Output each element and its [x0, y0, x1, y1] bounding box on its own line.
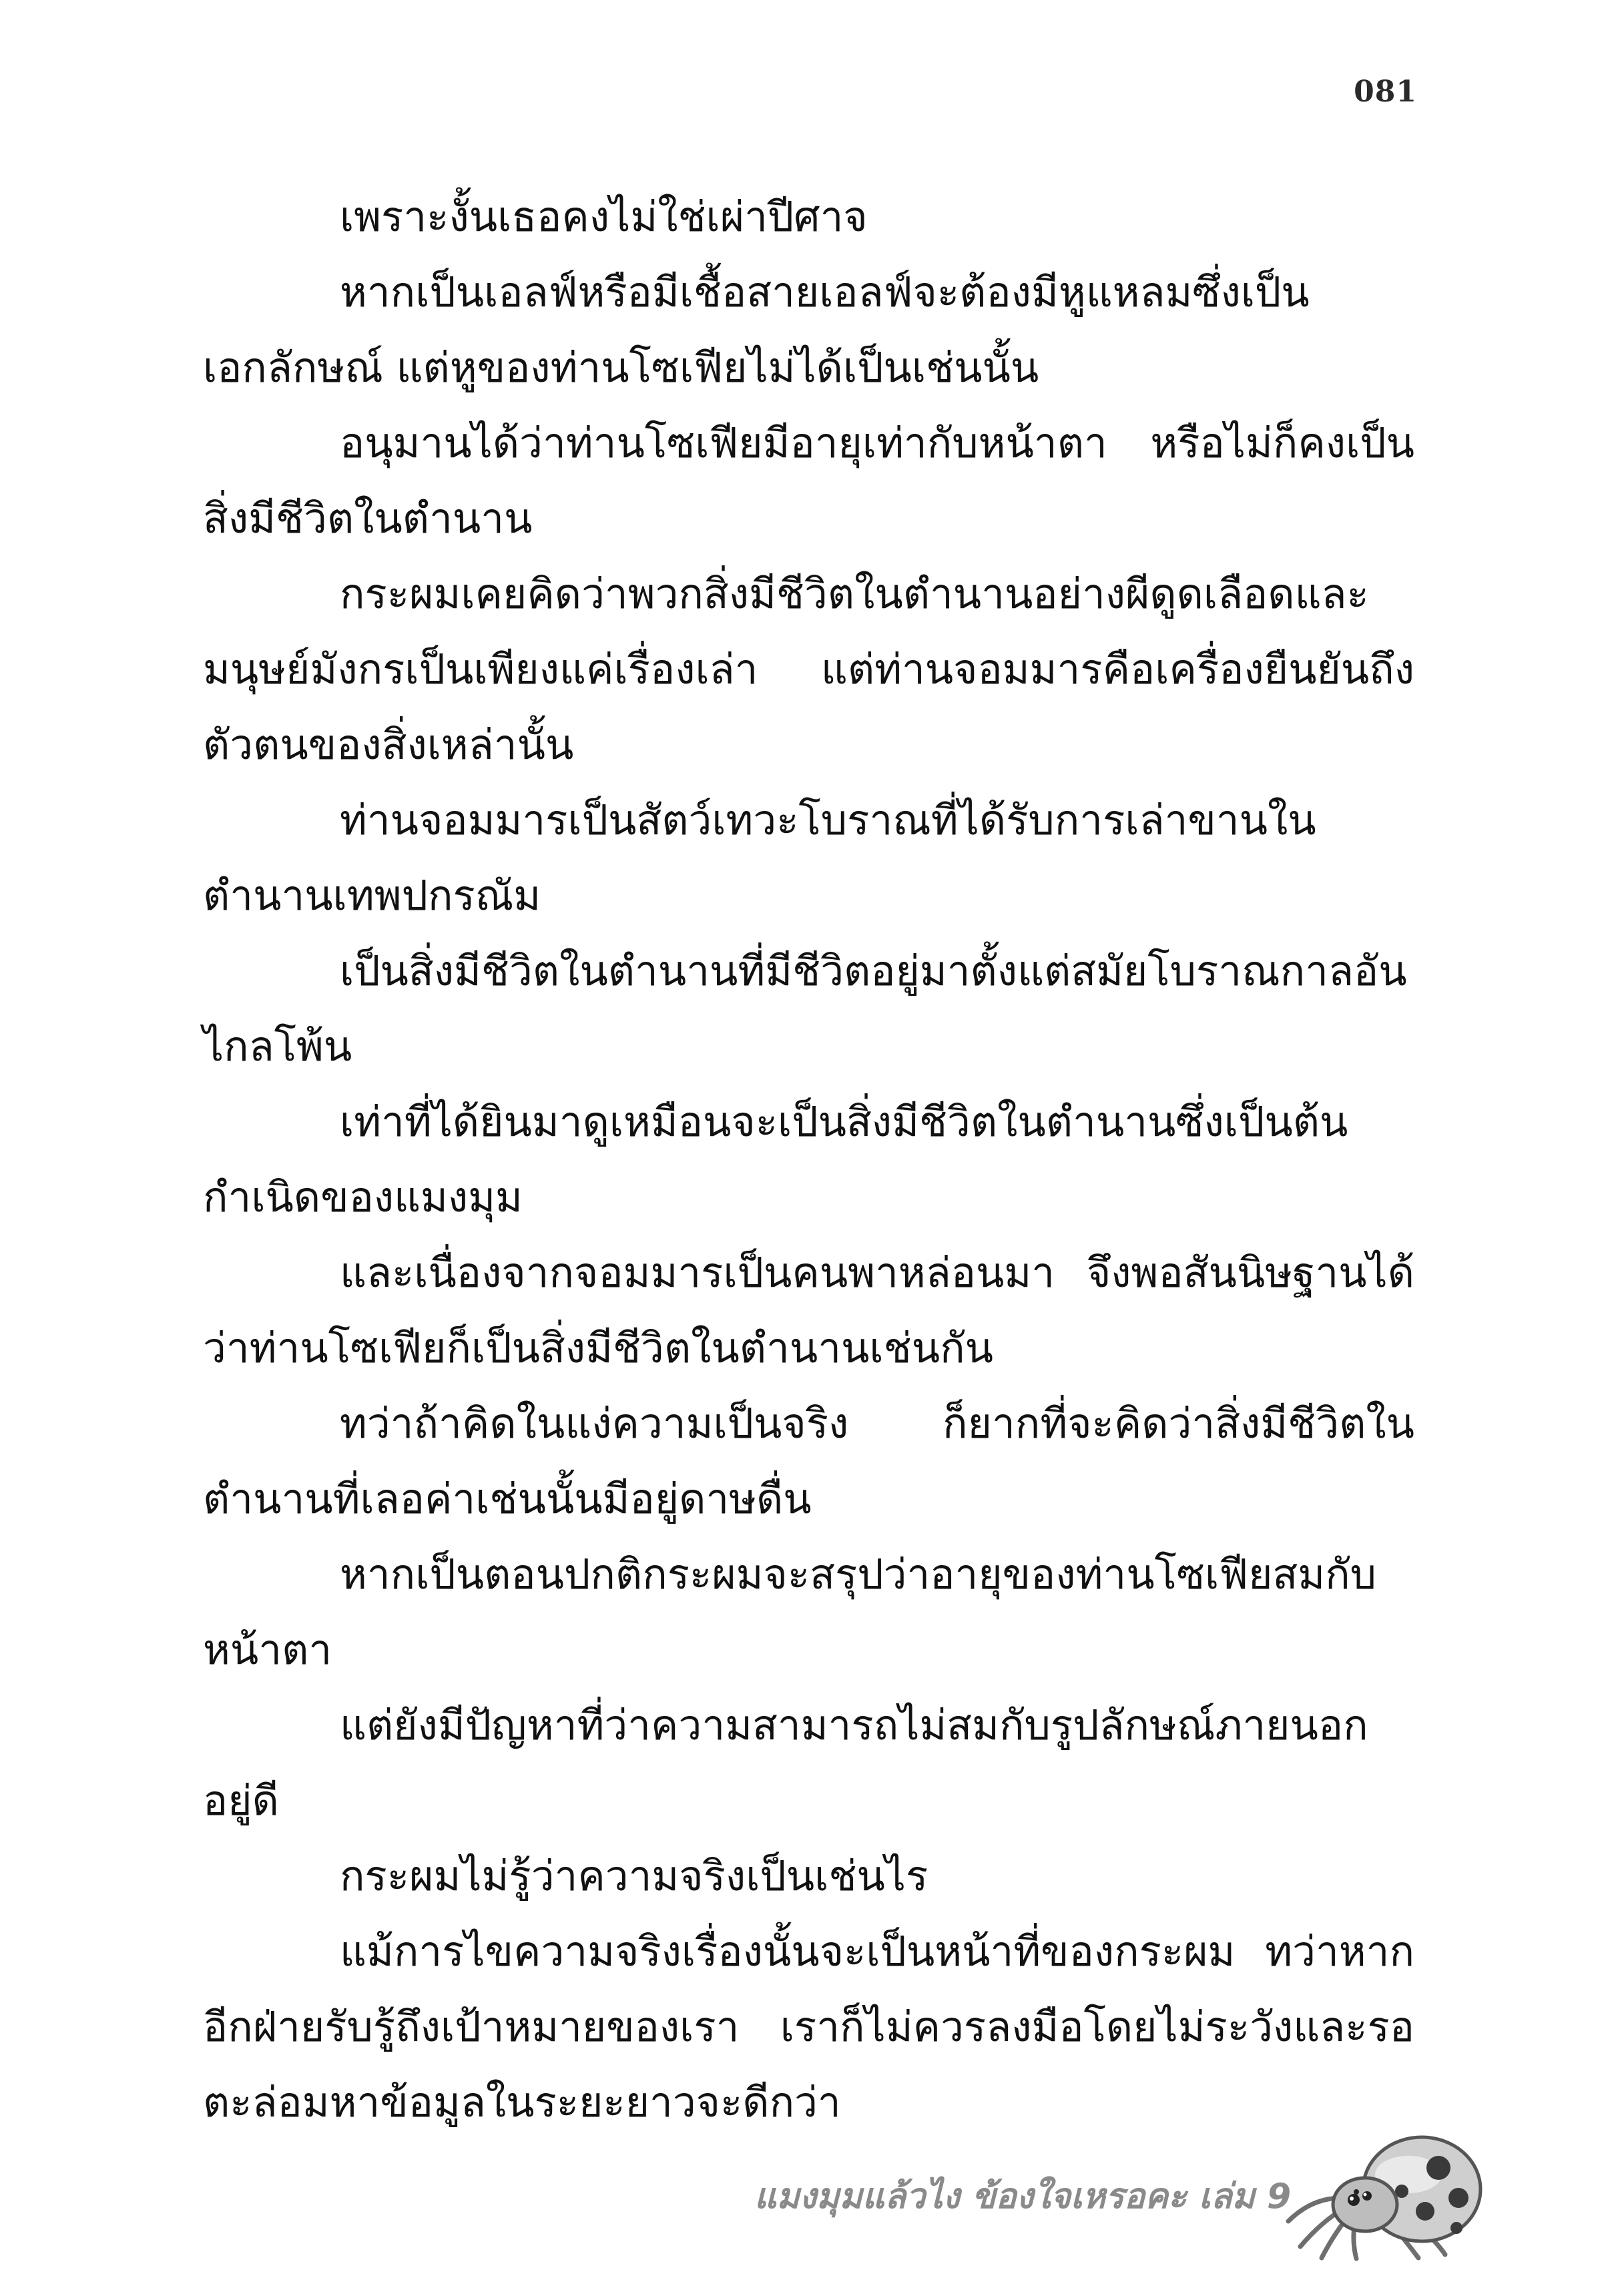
spider-mascot-icon [1282, 2128, 1489, 2261]
page-number: 081 [1354, 75, 1417, 109]
paragraph: หากเป็นเอลฟ์หรือมีเชื้อสายเอลฟ์จะต้องมีหูแหลมซึ่งเป็นเอกลักษณ์ แต่หูของท่านโซเฟียไม่ได้เป็นเช่นนั้น [203, 268, 1310, 392]
paragraph: ทว่าถ้าคิดในแง่ความเป็นจริง ก็ยากที่จะคิดว่าสิ่งมีชีวิตในตำนานที่เลอค่าเช่นนั้นมีอยู่ดาษดื่น [203, 1399, 1414, 1523]
paragraph: แต่ยังมีปัญหาที่ว่าความสามารถไม่สมกับรูปลักษณ์ภายนอกอยู่ดี [203, 1701, 1368, 1825]
paragraph: กระผมเคยคิดว่าพวกสิ่งมีชีวิตในตำนานอย่างผีดูดเลือดและมนุษย์มังกรเป็นเพียงแค่เรื่องเล่า แต่ท่านจอมมารคือเครื่องยืนยันถึงตัวตนของสิ่งเหล่านั้น [203, 569, 1414, 769]
body-text [203, 179, 1414, 2140]
paragraph: เท่าที่ได้ยินมาดูเหมือนจะเป็นสิ่งมีชีวิตในตำนานซึ่งเป็นต้นกำเนิดของแมงมุม [203, 1097, 1348, 1221]
paragraph: เป็นสิ่งมีชีวิตในตำนานที่มีชีวิตอยู่มาตั้งแต่สมัยโบราณกาลอันไกลโพ้น [203, 946, 1407, 1071]
paragraph: หากเป็นตอนปกติกระผมจะสรุปว่าอายุของท่านโซเฟียสมกับหน้าตา [203, 1550, 1377, 1674]
paragraph: แม้การไขความจริงเรื่องนั้นจะเป็นหน้าที่ของกระผม ทว่าหากอีกฝ่ายรับรู้ถึงเป้าหมายของเรา เราก็ไม่ควรลงมือโดยไม่ระวังและรอตะล่อมหาข้อมูลในระยะยาวจะดีกว่า [203, 1927, 1414, 2126]
paragraph: เพราะงั้นเธอคงไม่ใช่เผ่าปีศาจ [340, 192, 868, 241]
footer [754, 2128, 1489, 2261]
paragraph: กระผมไม่รู้ว่าความจริงเป็นเช่นไร [340, 1851, 928, 1900]
book-title: แมงมุมแล้วไง ข้องใจเหรอคะ เล่ม 9 [754, 2177, 1292, 2217]
paragraph: ท่านจอมมารเป็นสัตว์เทวะโบราณที่ได้รับการเล่าขานในตำนานเทพปกรณัม [203, 796, 1316, 920]
paragraph: อนุมานได้ว่าท่านโซเฟียมีอายุเท่ากับหน้าตา หรือไม่ก็คงเป็นสิ่งมีชีวิตในตำนาน [203, 418, 1414, 543]
paragraph: และเนื่องจากจอมมารเป็นคนพาหล่อนมา จึงพอสันนิษฐานได้ว่าท่านโซเฟียก็เป็นสิ่งมีชีวิตในตำนานเช่นกัน [203, 1248, 1414, 1372]
